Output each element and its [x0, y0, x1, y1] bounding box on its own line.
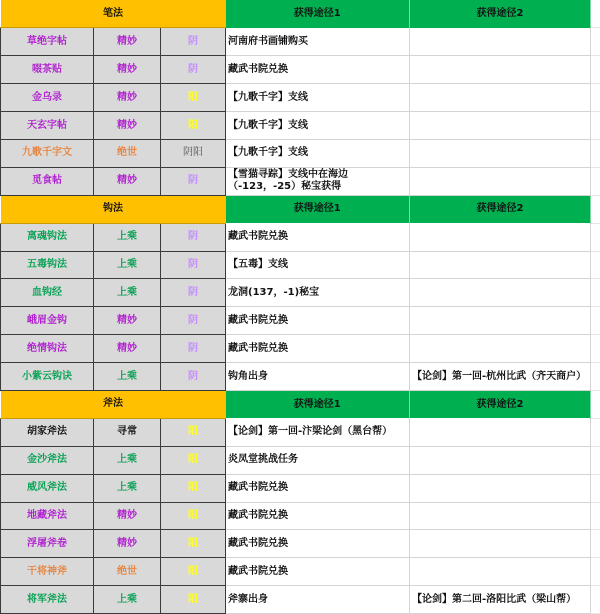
source2-header: 获得途径2 [410, 0, 591, 28]
source1-cell[interactable]: 藏武书院兑换 [226, 307, 410, 335]
skill-name-cell[interactable]: 威风斧法 [1, 474, 94, 502]
attribute-cell[interactable]: 阳 [161, 586, 226, 614]
source1-cell[interactable]: 藏武书院兑换 [226, 474, 410, 502]
table-row [1, 530, 600, 558]
table-row [1, 251, 600, 279]
grade-cell[interactable]: 上乘 [94, 474, 161, 502]
attribute-cell[interactable]: 阳 [161, 418, 226, 446]
skill-name-cell[interactable]: 啜茶贴 [1, 56, 94, 84]
grade-cell[interactable]: 精妙 [94, 502, 161, 530]
source2-header: 获得途径2 [410, 195, 591, 223]
source2-cell[interactable] [410, 502, 591, 530]
spacer-cell [591, 112, 600, 140]
skill-name-cell[interactable]: 血钩经 [1, 279, 94, 307]
grade-cell[interactable]: 精妙 [94, 28, 161, 56]
section-title: 斧法 [1, 390, 226, 418]
spacer-cell [591, 0, 600, 28]
table-row [1, 558, 600, 586]
source1-cell[interactable]: 藏武书院兑换 [226, 335, 410, 363]
source1-cell[interactable]: 龙洞(137，-1)秘宝 [226, 279, 410, 307]
skill-name-cell[interactable]: 金乌录 [1, 84, 94, 112]
skill-name-cell[interactable]: 将军斧法 [1, 586, 94, 614]
source1-cell[interactable]: 藏武书院兑换 [226, 558, 410, 586]
source2-cell[interactable] [410, 167, 591, 195]
source1-header: 获得途径1 [226, 195, 410, 223]
source1-cell[interactable]: 【九歌千字】支线 [226, 139, 410, 167]
spacer-cell [591, 139, 600, 167]
source2-cell[interactable] [410, 446, 591, 474]
source1-cell[interactable]: 炎凤堂挑战任务 [226, 446, 410, 474]
grade-cell[interactable]: 精妙 [94, 167, 161, 195]
source1-cell[interactable]: 【九歌千字】支线 [226, 84, 410, 112]
grade-cell[interactable]: 绝世 [94, 139, 161, 167]
source2-cell[interactable] [410, 28, 591, 56]
skill-name-cell[interactable]: 五毒钩法 [1, 251, 94, 279]
attribute-cell[interactable]: 阴 [161, 167, 226, 195]
table-row [1, 502, 600, 530]
source2-cell[interactable] [410, 223, 591, 251]
spacer-cell [591, 28, 600, 56]
source2-header: 获得途径2 [410, 390, 591, 418]
table-body [1, 0, 600, 614]
attribute-cell[interactable]: 阴 [161, 223, 226, 251]
skill-name-cell[interactable]: 浮屠斧卷 [1, 530, 94, 558]
source2-cell[interactable]: 【论剑】第一回-杭州比武（齐天商户） [410, 363, 591, 391]
section-header-row [1, 195, 600, 223]
table-row [1, 28, 600, 56]
spacer-cell [591, 474, 600, 502]
table-row [1, 112, 600, 140]
skill-name-cell[interactable]: 金沙斧法 [1, 446, 94, 474]
source1-cell[interactable]: 【雪猫寻踪】支线中在海边（-123，-25）秘宝获得 [226, 167, 410, 195]
spacer-cell [591, 223, 600, 251]
section-title: 笔法 [1, 0, 226, 28]
section-header-row [1, 390, 600, 418]
attribute-cell[interactable]: 阳 [161, 84, 226, 112]
grade-cell[interactable]: 精妙 [94, 56, 161, 84]
spacer-cell [591, 418, 600, 446]
table-row [1, 363, 600, 391]
source2-cell[interactable] [410, 279, 591, 307]
table-row [1, 139, 600, 167]
grade-cell[interactable]: 精妙 [94, 112, 161, 140]
grade-cell[interactable]: 上乘 [94, 446, 161, 474]
grade-cell[interactable]: 上乘 [94, 279, 161, 307]
grade-cell[interactable]: 精妙 [94, 84, 161, 112]
skill-name-cell[interactable]: 胡家斧法 [1, 418, 94, 446]
source1-cell[interactable]: 【论剑】第一回-汴梁论剑（黑台帮） [226, 418, 410, 446]
source2-cell[interactable] [410, 56, 591, 84]
source1-cell[interactable]: 藏武书院兑换 [226, 530, 410, 558]
attribute-cell[interactable]: 阴 [161, 251, 226, 279]
table-row [1, 586, 600, 614]
source1-cell[interactable]: 【五毒】支线 [226, 251, 410, 279]
spacer-cell [591, 167, 600, 195]
attribute-cell[interactable]: 阴 [161, 335, 226, 363]
source1-cell[interactable]: 藏武书院兑换 [226, 223, 410, 251]
table-row [1, 474, 600, 502]
grade-cell[interactable]: 上乘 [94, 586, 161, 614]
spacer-cell [591, 307, 600, 335]
attribute-cell[interactable]: 阳 [161, 474, 226, 502]
skill-name-cell[interactable]: 绝情钩法 [1, 335, 94, 363]
attribute-cell[interactable]: 阴 [161, 279, 226, 307]
spacer-cell [591, 586, 600, 614]
table-row [1, 56, 600, 84]
section-title: 钩法 [1, 195, 226, 223]
source2-cell[interactable] [410, 112, 591, 140]
table-row [1, 279, 600, 307]
source2-cell[interactable] [410, 418, 591, 446]
attribute-cell[interactable]: 阴 [161, 363, 226, 391]
source2-cell[interactable] [410, 139, 591, 167]
source1-cell[interactable]: 钩角出身 [226, 363, 410, 391]
source2-cell[interactable]: 【论剑】第二回-洛阳比武（梁山帮） [410, 586, 591, 614]
attribute-cell[interactable]: 阳 [161, 446, 226, 474]
spacer-cell [591, 84, 600, 112]
spacer-cell [591, 56, 600, 84]
skill-name-cell[interactable]: 天玄字帖 [1, 112, 94, 140]
source1-cell[interactable]: 藏武书院兑换 [226, 502, 410, 530]
spacer-cell [591, 335, 600, 363]
source2-cell[interactable] [410, 251, 591, 279]
grade-cell[interactable]: 精妙 [94, 335, 161, 363]
skill-name-cell[interactable]: 九歌千字文 [1, 139, 94, 167]
attribute-cell[interactable]: 阴 [161, 28, 226, 56]
source2-cell[interactable] [410, 558, 591, 586]
source2-cell[interactable] [410, 307, 591, 335]
attribute-cell[interactable]: 阳 [161, 530, 226, 558]
spacer-cell [591, 251, 600, 279]
source1-cell[interactable]: 斧寨出身 [226, 586, 410, 614]
spacer-cell [591, 279, 600, 307]
attribute-cell[interactable]: 阳 [161, 558, 226, 586]
skill-name-cell[interactable]: 小紫云钩诀 [1, 363, 94, 391]
table-row [1, 418, 600, 446]
source1-header: 获得途径1 [226, 390, 410, 418]
table-row [1, 335, 600, 363]
source1-cell[interactable]: 【九歌千字】支线 [226, 112, 410, 140]
source1-header: 获得途径1 [226, 0, 410, 28]
skill-name-cell[interactable]: 草绝字帖 [1, 28, 94, 56]
spacer-cell [591, 446, 600, 474]
spacer-cell [591, 530, 600, 558]
grade-cell[interactable]: 上乘 [94, 251, 161, 279]
source2-cell[interactable] [410, 530, 591, 558]
grade-cell[interactable]: 绝世 [94, 558, 161, 586]
source2-cell[interactable] [410, 474, 591, 502]
attribute-cell[interactable]: 阴 [161, 307, 226, 335]
spacer-cell [591, 195, 600, 223]
spacer-cell [591, 390, 600, 418]
attribute-cell[interactable]: 阳 [161, 502, 226, 530]
section-header-row [1, 0, 600, 28]
grade-cell[interactable]: 上乘 [94, 223, 161, 251]
grade-cell[interactable]: 精妙 [94, 307, 161, 335]
source1-cell[interactable]: 藏武书院兑换 [226, 56, 410, 84]
source2-cell[interactable] [410, 84, 591, 112]
table-row [1, 84, 600, 112]
table-row [1, 167, 600, 195]
skill-name-cell[interactable]: 峨眉金钩 [1, 307, 94, 335]
grade-cell[interactable]: 上乘 [94, 363, 161, 391]
spacer-cell [591, 558, 600, 586]
spacer-cell [591, 502, 600, 530]
source2-cell[interactable] [410, 335, 591, 363]
attribute-cell[interactable]: 阳 [161, 112, 226, 140]
spacer-cell [591, 363, 600, 391]
skill-name-cell[interactable]: 干将神斧 [1, 558, 94, 586]
source1-cell[interactable]: 河南府书画铺购买 [226, 28, 410, 56]
table-row [1, 307, 600, 335]
table-row [1, 223, 600, 251]
table-row [1, 446, 600, 474]
skill-name-cell[interactable]: 离魂钩法 [1, 223, 94, 251]
attribute-cell[interactable]: 阴阳 [161, 139, 226, 167]
grade-cell[interactable]: 寻常 [94, 418, 161, 446]
skill-name-cell[interactable]: 地藏斧法 [1, 502, 94, 530]
skill-name-cell[interactable]: 觅食帖 [1, 167, 94, 195]
attribute-cell[interactable]: 阴 [161, 56, 226, 84]
grade-cell[interactable]: 精妙 [94, 530, 161, 558]
